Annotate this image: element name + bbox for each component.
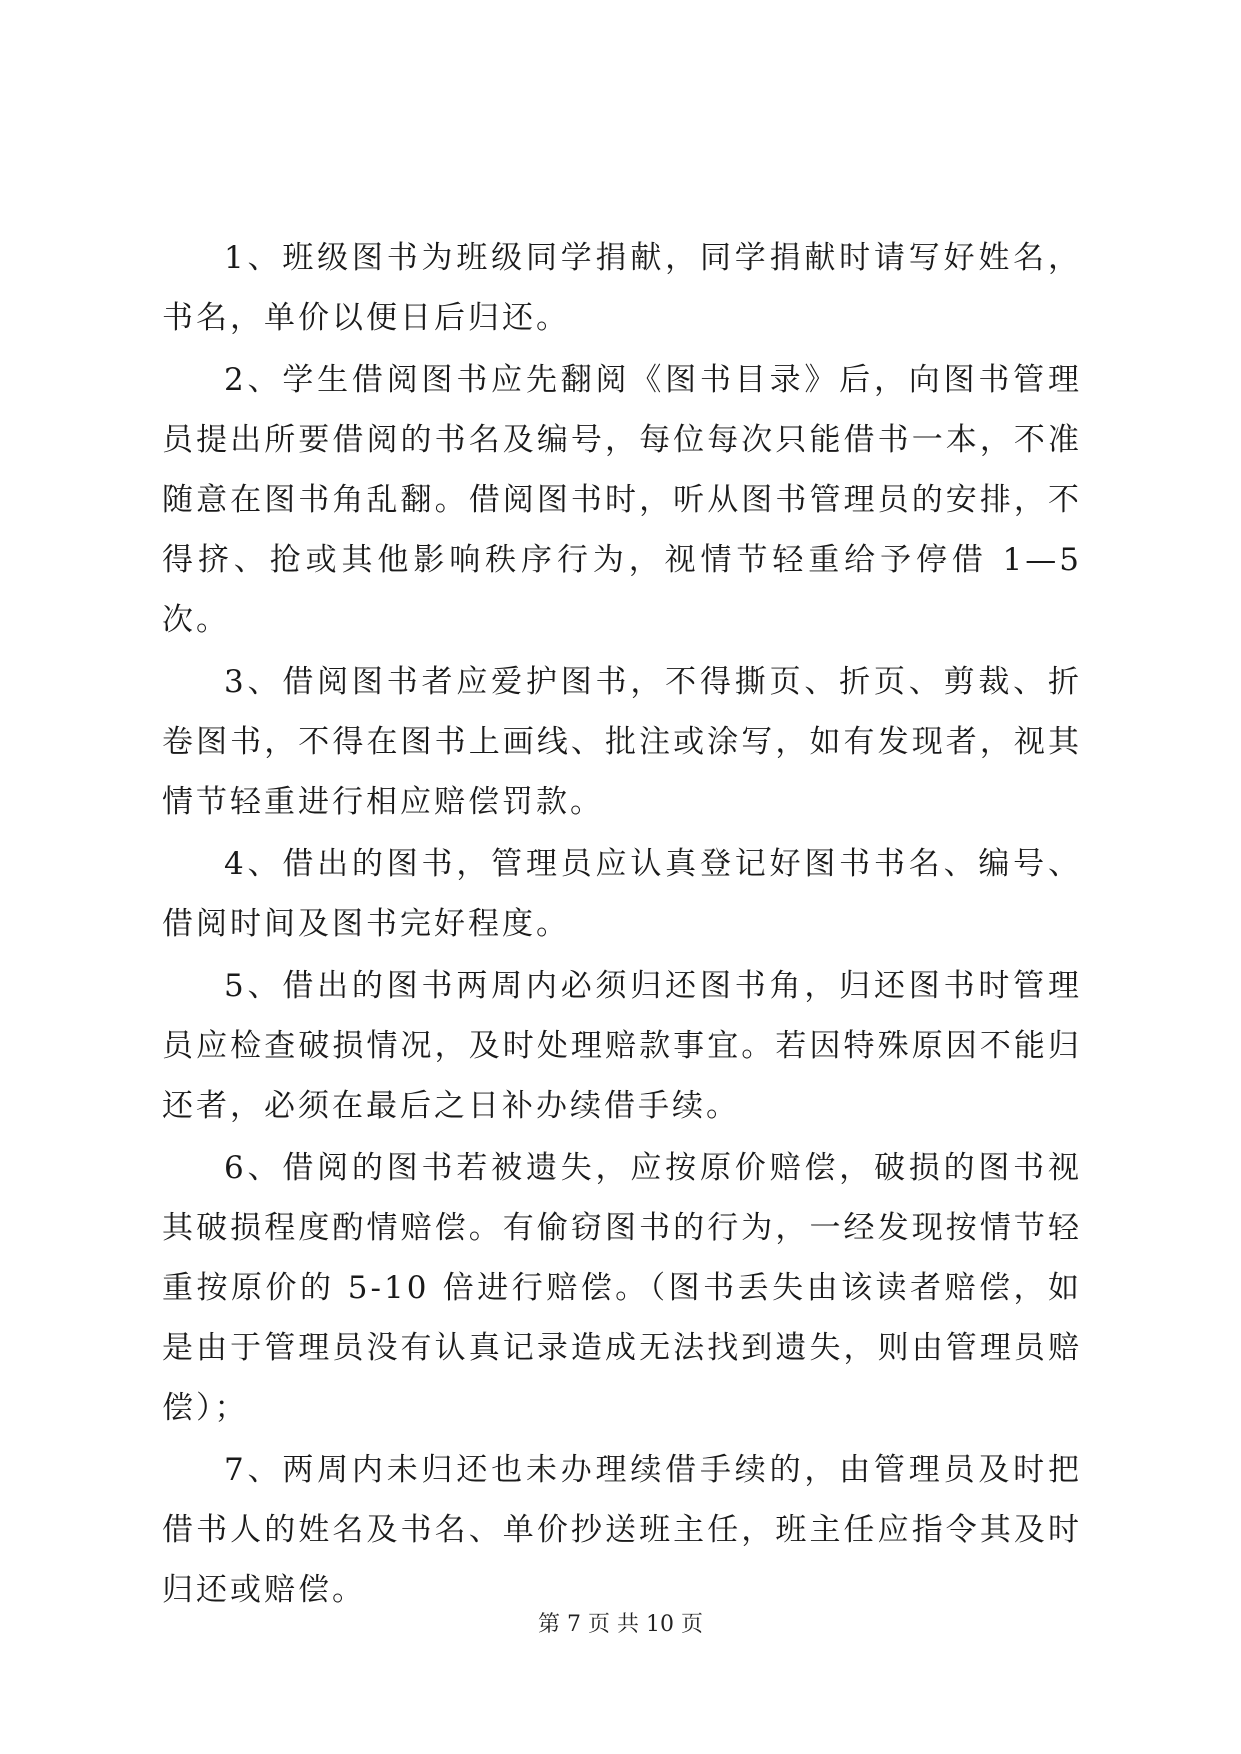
page-number: 第 7 页 共 10 页: [538, 1612, 703, 1637]
rule-paragraph-7: 7、两周内未归还也未办理续借手续的，由管理员及时把借书人的姓名及书名、单价抄送班主任，班主任应指令其及时归还或赔偿。: [162, 1452, 1082, 1608]
document-body: [162, 228, 1082, 1622]
rule-paragraph-2: 2、学生借阅图书应先翻阅《图书目录》后，向图书管理员提出所要借阅的书名及编号，每位每次只能借书一本，不准随意在图书角乱翻。借阅图书时，听从图书管理员的安排，不得挤、抢或其他影响秩序行为，视情节轻重给予停借 1—5 次。: [162, 362, 1082, 638]
rule-paragraph-4: 4、借出的图书，管理员应认真登记好图书书名、编号、借阅时间及图书完好程度。: [162, 846, 1082, 942]
rule-paragraph-3: 3、借阅图书者应爱护图书，不得撕页、折页、剪裁、折卷图书，不得在图书上画线、批注或涂写，如有发现者，视其情节轻重进行相应赔偿罚款。: [162, 664, 1082, 820]
rule-paragraph-6: 6、借阅的图书若被遗失，应按原价赔偿，破损的图书视其破损程度酌情赔偿。有偷窃图书的行为，一经发现按情节轻重按原价的 5-10 倍进行赔偿。（图书丢失由该读者赔偿，如是由于管理员没有认真记录造成无法找到遗失，则由管理员赔偿）；: [162, 1150, 1082, 1426]
rule-paragraph-1: 1、班级图书为班级同学捐献，同学捐献时请写好姓名，书名，单价以便日后归还。: [162, 240, 1082, 336]
rule-paragraph-5: 5、借出的图书两周内必须归还图书角，归还图书时管理员应检查破损情况，及时处理赔款事宜。若因特殊原因不能归还者，必须在最后之日补办续借手续。: [162, 968, 1082, 1124]
page-footer: [0, 1610, 1241, 1640]
